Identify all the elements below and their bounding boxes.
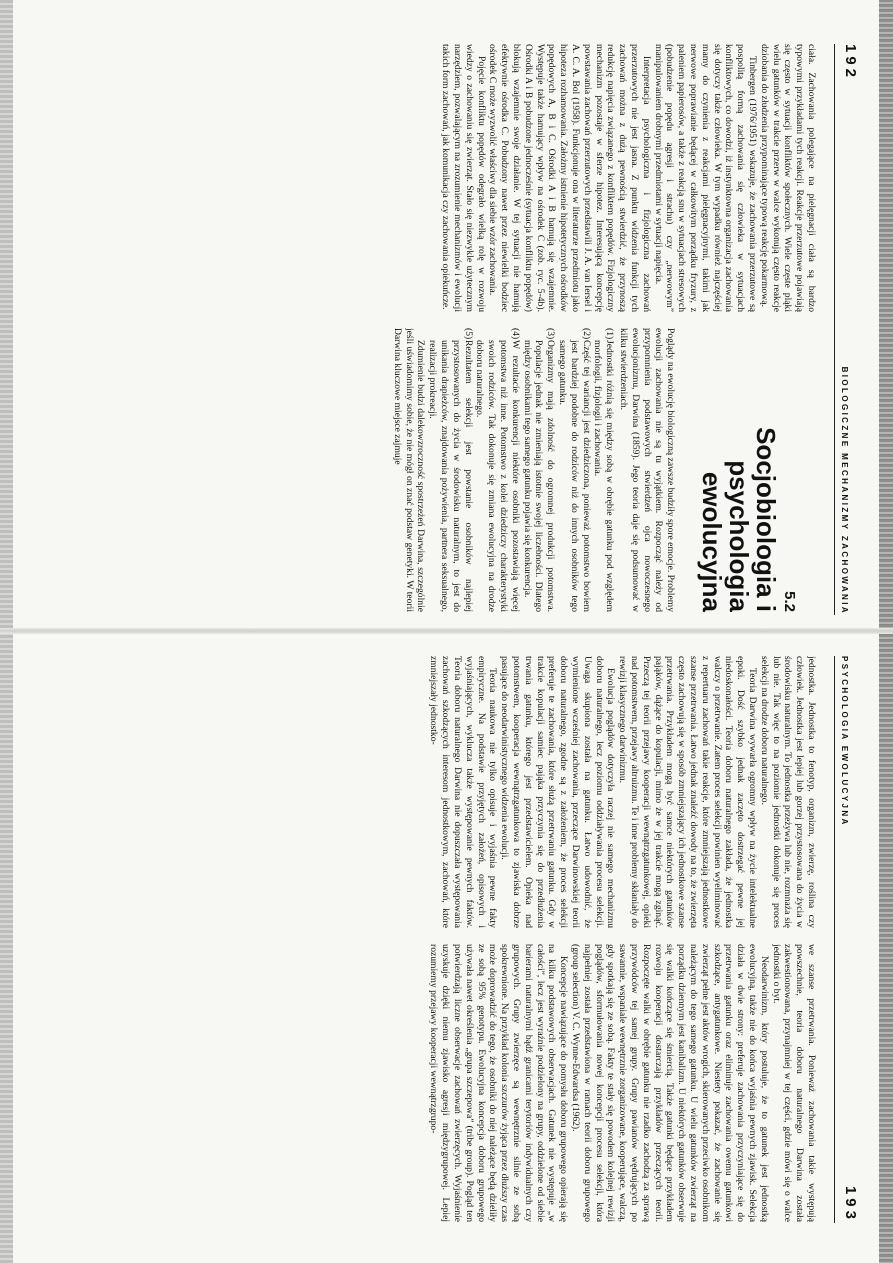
running-head: BIOLOGICZNE MECHANIZMY ZACHOWANIA bbox=[840, 366, 849, 615]
paragraph: Neodarwinizm, który postuluje, że to gatunek jest jednostką ewolucyjną, także nie do końca wyjaśnia pewnych zjawisk. Selekcja działa w dwie strony: preferuje zachowania przyczyniające się do przetrwania gatunku oraz eliminuje zachowania owemu gatunkowi szkodzące, antygatunkowe. Niestety pokazać, że zachowanie się zwierząt pełne jest aktów wrogich, skierowanych przeciwko osobnikom należącym do tego samego gatunku. U wielu gatunków zwierząt na porządku dziennym jest kanibalizm. U niektórych gatunków obserwuje się walki kończące się śmiercią. Także gatunki będące przykładem rozwoju kooperacji dostarczają przykładów przeczących teorii. Rozpoczęte walki w obrębie gatunku nie rzadko zachodzą za sprawą przywódców tej samej grupy. Grupy pawianów wędrujących po sawannie, wspaniale wewnętrznie zorganizowane, kooperujące, walczą, gdy spotkają się ze sobą. Fakty te stały się powodem kolejnej rewizji poglądów, sformułowania nowej koncepcji procesu selekcji, która najpełniej została przedstawiona w ramach teorii doboru grupowego (group selection) V. C. Wynne-Edwardsa (1962). bbox=[570, 944, 770, 1222]
paragraph: we szanse przetrwania. Ponieważ zachowania takie występują powszechnie, teoria doboru naturalnego Darwina została zakwestionowana, przynajmniej w tej części, gdzie mówi się o walce jednostki o byt. bbox=[770, 944, 817, 1222]
paragraph: jednostka. Jednostka to fenotyp, organizm, zwierzę, roślina czy człowiek. Jednostka jest lepiej lub gorzej przystosowana do życia w środowisku naturalnym. To jednostka przeżywa lub nie, rozmnaża się lub nie. Tak więc to na poziomie jednostki dokonuje się proces selekcji na drodze doboru naturalnego. bbox=[758, 656, 817, 928]
list-item-text: Rezultatem selekcji jest powstanie osobników najlepiej przystosowanych do życia w środowisku naturalnym, to jest do unikania drapieżców, znajdowania pożywienia, partnera seksualnego, realizacji prokreacji. bbox=[427, 340, 474, 612]
list-item bbox=[592, 328, 616, 612]
left-column-2 bbox=[391, 328, 817, 612]
paragraph: Tinbergen (1976/1951) wskazuje, że zachowania przerzutowe są pospolitą formą zachowania się człowieka w sytuacjach konfliktowych, co dowodzi, iż instynktowna organizacja zachowania się dotyczy także człowieka. W tym wypadku również najczęściej mamy do czynienia z reakcjami pielęgnacyjnymi, takimi jak nerwowe poprawianie będącej w całkowitym porządku fryzury, z paleniem papierosów, a także z reakcją snu w sytuacjach stresowych (pobudzenie popędu agresji i strachu) czy „nerwowym” manipulowaniem drobnymi przedmiotami w sytuacji napięcia. bbox=[652, 44, 759, 312]
list-item bbox=[556, 328, 591, 612]
list-item-text: Organizmy mają zdolność do ogromnej produkcji potomstwa. Populacje jednak nie zmieniają istotnie swojej liczebności. Dlatego między osobnikami tego samego gatunku pojawia się konkurencja. bbox=[521, 340, 557, 612]
chapter-title: Socjobiologia i psychologia ewolucyjna bbox=[697, 427, 782, 612]
paragraph: Ewolucja poglądów dotyczyła raczej nie samego mechanizmu doboru naturalnego, lecz poziomu oddziaływania procesu selekcji. Uwaga skupiona została na gatunku. Łatwo udowodnić, że wymienione wcześniej zachowania, przeczące Darwinowskiej teorii doboru naturalnego, zgodne są z założeniem, że proces selekcji preferuje te zachowania, które służą przetrwaniu gatunku. Gdy w trakcie kopulacji samiec pająka przyczynia się do przedłużenia trwania gatunku, którego jest przedstawicielem. Opieka nad potomstwem, kooperacja wewnątrzgatunkowa to zjawiska dobrze pasujące do neodarwinistycznego widzenia ewolucji. bbox=[499, 656, 617, 928]
paragraph: Teoria Darwina wywarła ogromny wpływ na życie intelektualne epoki. Dość szybko jednak zaczęto dostrzegać pewne jej niedoskonałości. Teoria doboru naturalnego zakłada, że jednostka walczy o przetrwanie. Zatem proces selekcji powinien wyeliminować z repertuaru zachowań takie reakcje, które zmniejszają jednostkowe szanse przetrwania. Łatwo jednak znaleźć dowody na to, że zwierzęta często zachowują się w sposób zmniejszający ich jednostkowe szanse przetrwania. Przykładem mogą być samce niektórych gatunków pająków, dążące do kopulacji, mimo że w jej trakcie mogą zginąć. Przeczą tej teorii przejawy kooperacji wewnątrzgatunkowej, opieki nad potomstwem, przejawy altruizmu. Te i inne problemy skłaniały do rewizji klasycznego darwinizmu. bbox=[617, 656, 759, 928]
paragraph: Koncepcje nawiązujące do pomysłu doboru grupowego opierają się na kilku podstawowych obserwacjach. Gatunek nie występuje „w całości”, lecz jest wyraźnie podzielony na grupy, oddzielone od siebie barierami naturalnymi bądź granicami terytoriów indywidualnych czy grupowych. Grupy zwierzęce są wewnętrznie silnie ze sobą spokrewnione. Na przykład kolonia szczurów żyjąca przez dłuższy czas może doprowadzić do tego, że osobniki do niej należące będą dzieliły ze sobą 95% genotypu. Ewolucyjna koncepcja doboru grupowego używała nawet określenia „grupa szczepowa” (tribe group). Pogląd ten potwierdzają liczne obserwacje zachowań zwierzęcych. Wyjaśnienie uzyskuje dzięki niemu zjawisko agresji międzygrupowej. Lepiej rozumiemy przejawy kooperacji wewnątrzgrupo- bbox=[428, 944, 570, 1222]
list-item-number: (3) bbox=[545, 328, 557, 340]
paragraph: Zdumienie budzi dalekowzroczność spostrzeżeń Darwina, szczególnie jeśli uświadomimy sobie, że nie mógł on znać podstaw genetyki. W teorii Darwina kluczowe miejsce zajmuje bbox=[391, 328, 427, 612]
list-item-number: (1) bbox=[604, 328, 616, 340]
header-rule bbox=[834, 44, 835, 615]
page-number: 193 bbox=[842, 1185, 859, 1223]
list-item-number: (5) bbox=[462, 328, 474, 340]
right-column-1 bbox=[428, 656, 817, 928]
header-rule bbox=[834, 656, 835, 1223]
list-item-number: (2) bbox=[580, 328, 592, 340]
list-item-number: (4) bbox=[509, 328, 521, 340]
list-item bbox=[474, 328, 521, 612]
left-page bbox=[0, 0, 893, 631]
paragraph: Poglądy na ewolucję biologiczną zawsze budziły spore emocje. Problemy ewolucji zachowania nie są tu wyjątkiem. Rozpocząć należy od przypomnienia podstawowych stwierdzeń ojca nowoczesnego ewolucjonizmu, Darwina (1859). Jego teoria daje się podsumować w kilku stwierdzeniach. bbox=[618, 328, 677, 612]
page-number: 192 bbox=[842, 44, 859, 82]
left-column-1 bbox=[440, 44, 818, 312]
paragraph: Teoria naukowa nie tylko opisuje i wyjaśnia pewne fakty empiryczne. Na podstawie przyjętych założeń, opisowych i wyjaśniających, wyklucza także występowanie pewnych faktów. Teoria doboru naturalnego Darwina nie dopuszczała występowania zachowań szkodzących interesom jednostkowym, zachowań, które zmniejszały jednostko- bbox=[428, 656, 499, 928]
paragraph: Pojęcie konfliktu popędów odegrało wielką rolę w rozwoju wiedzy o zachowaniu się zwierząt. Stało się niezwykle użytecznym narzędziem, pozwalającym na zrozumienie mechanizmów i ewolucji takich form zachowań, jak komunikacja czy zachowania opiekuńcze. bbox=[440, 44, 487, 312]
paragraph: Interpretacja psychologiczna i fizjologiczna zachowań przerzutowych nie jest jasna. Z punktu widzenia funkcji tych zachowań można z dużą pewnością stwierdzić, że przynoszą redukcję napięcia związanego z konfliktem popędów. Fizjologiczny mechanizm pozostaje w sferze hipotez. Interesującą koncepcję powstawania zachowań przerzutowych przedstawili J. A. van Iersel i A. C. A. Bol (1958). Funkcjonuje ona w literaturze przedmiotu jako hipoteza rozhamowania. Założmy istnienie hipotetycznych ośrodków popędowych A, B i C. Ośrodki A i B hamują się wzajemnie. Występuje także hamujący wpływ na ośrodek C (zob. ryc. 5-4b). Ośrodki A i B pobudzone jednocześnie (sytuacja konfliktu popędów) blokują wzajemnie swoje działanie. W tej sytuacji nie hamują efektywnie ośrodka C. Pobudzony nawet przez niewielki bodziec ośrodek C może wyzwolić właściwy dla siebie wzór zachowania. bbox=[487, 44, 652, 312]
list-item-text: Jednostki różnią się między sobą w obrębie gatunku pod względem morfologii, fizjologii i zachowania. bbox=[592, 340, 616, 612]
numbered-list bbox=[426, 328, 615, 612]
chapter-number: 5.2 bbox=[781, 591, 798, 612]
list-item bbox=[521, 328, 556, 612]
list-item-text: W rezultacie konkurencji niektóre osobniki pozostawiają więcej potomstwa niż inne. Potomstwo z kolei dziedziczy charakterystyki swoich rodziców. Tak dokonuje się zmiana ewolucyjna na drodze doboru naturalnego. bbox=[474, 340, 521, 612]
running-head: PSYCHOLOGIA EWOLUCYJNA bbox=[840, 656, 849, 827]
list-item-text: Część tej wariancji jest dziedziczona, ponieważ potomstwo bowiem jest bardziej podobne do rodziców niż do innych osobników tego samego gatunku. bbox=[557, 340, 592, 612]
right-page bbox=[0, 632, 893, 1263]
paragraph: ciała. Zachowania polegające na pielęgnacji ciała są bardzo typowymi przykładami tych reakcji. Reakcje przerzutowe pojawiają się często w sytuacji konfliktów społecznych. Wiele częste pląki wielu gatunków w trakcie przerw w walce wykonują często reakcje dziobania do złudzenia przypominające typową reakcję pokarmową. bbox=[758, 44, 817, 312]
list-item bbox=[426, 328, 473, 612]
right-column-2 bbox=[428, 944, 817, 1222]
